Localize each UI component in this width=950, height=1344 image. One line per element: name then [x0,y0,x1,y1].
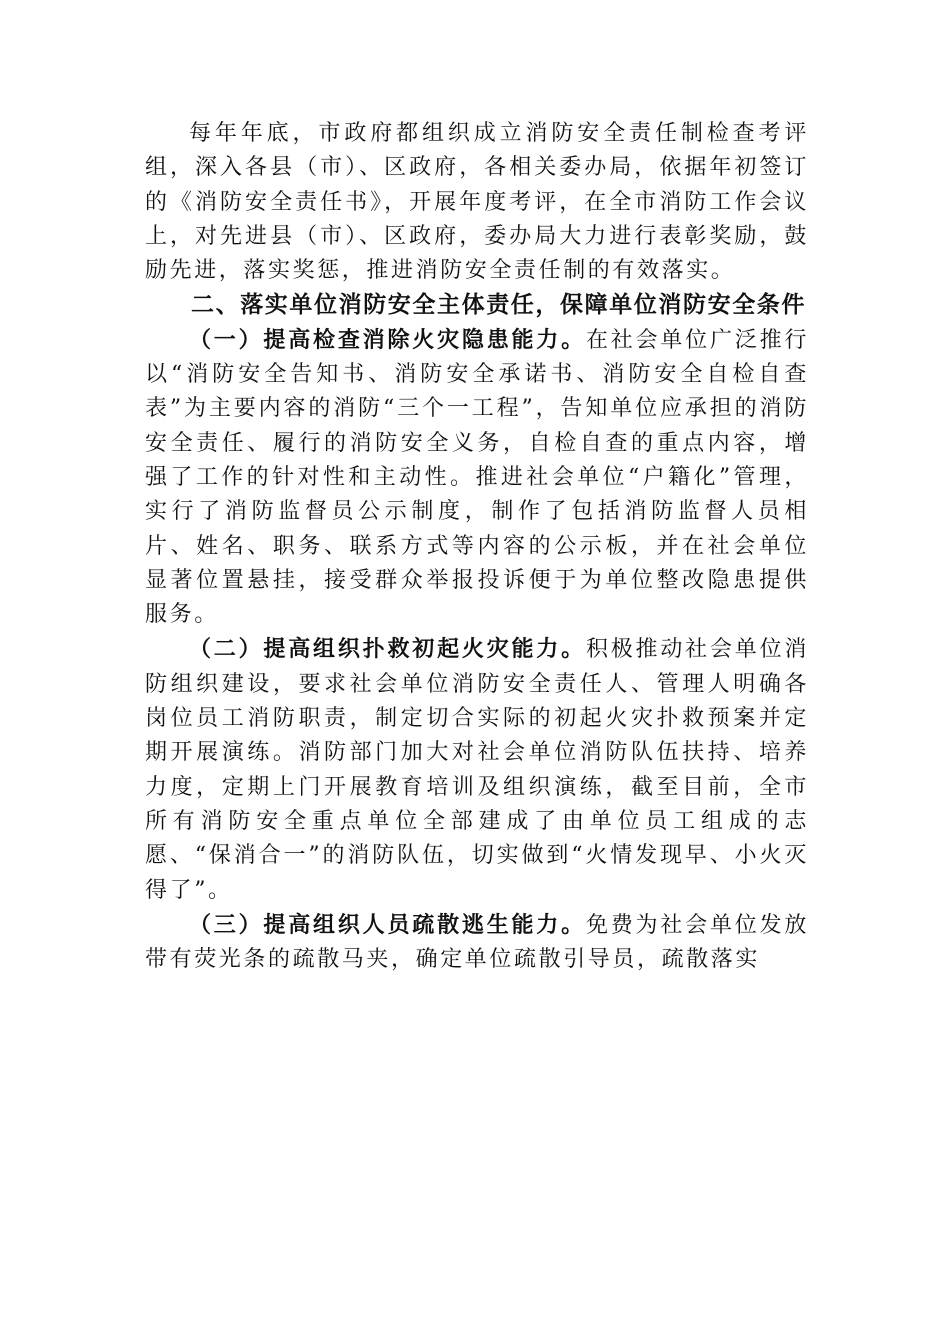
item-2-body: 积极推动社会单位消防组织建设，要求社会单位消防安全责任人、管理人明确各岗位员工消防职责，制定切合实际的初起火灾扑救预案并定期开展演练。消防部门加大对社会单位消防队伍扶持、培养力度，定期上门开展教育培训及组织演练，截至目前，全市所有消防安全重点单位全部建成了由单位员工组成的志愿、“保消合一”的消防队伍，切实做到“火情发现早、小火灭得了”。 [145,637,809,903]
paragraph-item-1 [145,323,809,633]
item-3-lead: （三）提高组织人员疏散逃生能力。 [189,911,586,938]
document-page [145,117,809,977]
paragraph-item-3 [145,908,809,978]
paragraph-item-2 [145,632,809,907]
item-1-lead: （一）提高检查消除火灾隐患能力。 [189,326,586,353]
paragraph-annual-review: 每年年底，市政府都组织成立消防安全责任制检查考评组，深入各县（市）、区政府，各相关委办局，依据年初签订的《消防安全责任书》，开展年度考评，在全市消防工作会议上，对先进县（市）、区政府，委办局大力进行表彰奖励，鼓励先进，落实奖惩，推进消防安全责任制的有效落实。 [145,121,809,284]
item-2-lead: （二）提高组织扑救初起火灾能力。 [189,636,586,663]
item-3-body: 免费为社会单位发放带有荧光条的疏散马夹，确定单位疏散引导员，疏散落实 [145,912,809,973]
item-1-body: 在社会单位广泛推行以“消防安全告知书、消防安全承诺书、消防安全自检自查表”为主要内容的消防“三个一工程”，告知单位应承担的消防安全责任、履行的消防安全义务，自检自查的重点内容，增强了工作的针对性和主动性。推进社会单位“户籍化”管理，实行了消防监督员公示制度，制作了包括消防监督人员相片、姓名、职务、联系方式等内容的公示板，并在社会单位显著位置悬挂，接受群众举报投诉便于为单位整改隐患提供服务。 [145,327,809,628]
section-heading: 二、落实单位消防安全主体责任，保障单位消防安全条件 [191,292,806,319]
